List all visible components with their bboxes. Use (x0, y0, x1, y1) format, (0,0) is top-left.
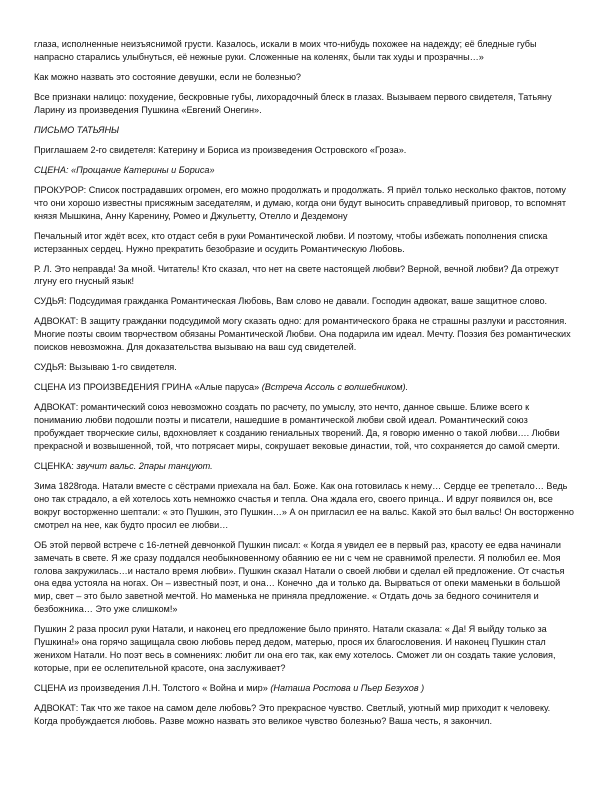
paragraph-eyes-description: глаза, исполненные неизъяснимой грусти. Казалось, искали в моих что-нибудь похожее на надежду; её бледные губы напрасно старались улыбнуться, её нежные руки. Сложенные на коленях, были так худы и прозрачны…» (34, 39, 537, 62)
heading-scene-grin-italic: (Встреча Ассоль с волшебником). (261, 382, 409, 393)
paragraph-judge-1: СУДЬЯ: Подсудимая гражданка Романтическая Любовь, Вам слово не давали. Господин адвокат, ваше защитное слово. (34, 296, 548, 307)
heading-scene-waltz-italic: звучит вальс. 2пары танцуют. (76, 460, 213, 471)
heading-scene-tolstoy-italic: (Наташа Ростова и Пьер Безухов ) (270, 682, 425, 693)
paragraph-sad-outcome: Печальный итог ждёт всех, кто отдаст себя в руки Романтической любви. И поэтому, чтобы избежать пополнения списка истерзанных сердец. Нужно прекратить безобразие и осудить Романтическую Любовь. (34, 230, 548, 254)
heading-scene-grin (34, 381, 574, 394)
paragraph-question: Как можно назвать это состояние девушки, если не болезнью? (34, 71, 302, 82)
paragraph-second-witness: Приглашаем 2-го свидетеля: Катерину и Бориса из произведения Островского «Гроза». (34, 144, 407, 155)
paragraph-first-meeting: ОБ этой первой встрече с 16-летней девчонкой Пушкин писал: « Когда я увидел ее в первый раз, красоту ее едва начинали замечать в свете. Я же сразу поддался необыкновенному обаянию ее ни с чем не сравнимой прелести. Я полюбил ее. Моя голова закружилась…и настало время любви». Пушкин сказал Натали о своей любви и сделал ей предложение. От счастья она едва устояла на ногах. Он – известный поэт, и она… Конечно ,да и только да. Вырваться от опеки маменьки в большой мир, свет – это было заветной мечтой. Но маменька не приняла предложение. « Отдать дочь за бедного сочинителя и безбожника… Это уже слишком!» (34, 539, 565, 615)
paragraph-advocate-2: АДВОКАТ: романтический союз невозможно создать по расчету, по умыслу, это нечто, данное свыше. Ближе всего к пониманию любви подошли поэты и писатели, нашедшие в романтической любви свой идеал. Романтический союз пробуждает творческие силы, вдохновляет к созданию гениальных творений. Да, я говорю именно о такой любви…. Любви прекрасной и возвышенной, той, что потрясает миры, сокрушает вековые династии, той, что сохраняется до самой смерти. (34, 402, 560, 451)
heading-scene-farewell: СЦЕНА: «Прощание Катерины и Бориса» (34, 164, 215, 175)
paragraph-proposal: Пушкин 2 раза просил руки Натали, и наконец его предложение было принято. Натали сказала: « Да! Я выйду только за Пушкина!» она горячо защищала свою любовь перед дедом, матерью, прося их благословения. И наконец Пушкин стал женихом Натали. Но поэт весь в сомнениях: любит ли она его так, как ему хотелось. Сможет ли он создать такие условия, которые, при ее ослепительной красоте, она заслуживает? (34, 624, 556, 673)
heading-scene-grin-lead: СЦЕНА ИЗ ПРОИЗВЕДЕНИЯ ГРИНА «Алые паруса» (34, 382, 262, 393)
paragraph-romantic-love-reply: Р. Л. Это неправда! За мной. Читатель! Кто сказал, что нет на свете настоящей любви? Верной, вечной любви? Да отрежут лгуну его гнусный язык! (34, 263, 559, 287)
heading-scene-waltz-lead: СЦЕНКА: (34, 460, 77, 471)
paragraph-first-witness: Все признаки налицо: похудение, бескровные губы, лихорадочный блеск в глазах. Вызываем первого свидетеля, Татьяну Ларину из произведения Пушкина «Евгений Онегин». (34, 91, 552, 115)
paragraph-prosecutor: ПРОКУРОР: Список пострадавших огромен, его можно продолжать и продолжать. Я приёл только несколько фактов, потому что они хорошо известны присяжным заседателям, и думаю, когда они будут выносить справедливый приговор, то вспомнят князя Мышкина, Анну Каренину, Ромео и Джульетту, Отелло и Дездемону (34, 184, 567, 221)
paragraph-advocate-final: АДВОКАТ: Так что же такое на самом деле любовь? Это прекрасное чувство. Светлый, уютный мир приходит к человеку. Когда пробуждается любовь. Разве можно назвать это великое чувство болезнью? Ваша честь, я закончил. (34, 702, 551, 726)
paragraph-advocate-1: АДВОКАТ: В защиту гражданки подсудимой могу сказать одно: для романтического брака не страшны разлуки и расстояния. Многие поэты своим творчеством обязаны Романтической Любви. Она подарила им идеал. Мечту. Поэзия без романтических поисков невозможна. Для доказательства вызываю на ваш суд свидетелей. (34, 316, 571, 353)
paragraph-winter-1828: Зима 1828года. Натали вместе с сёстрами приехала на бал. Боже. Как она готовилась к нему… Сердце ее трепетало… Ведь оно так страдало, а ей хотелось хоть немножко счастья и тепла. Она ждала его, своего принца.. И вдруг появился он, все вокруг восторженно шептали: « это Пушкин, это Пушкин…» А он пригласил ее на вальс. Какой это был вальс! Он восторженно смотрел на нее, как будто просил ее любви… (34, 480, 574, 530)
heading-scene-tolstoy (34, 682, 574, 695)
heading-tatiana-letter: ПИСЬМО ТАТЬЯНЫ (34, 124, 120, 135)
heading-scene-tolstoy-lead: СЦЕНА из произведения Л.Н. Толстого « Война и мир» (34, 682, 271, 693)
paragraph-judge-2: СУДЬЯ: Вызываю 1-го свидетеля. (34, 362, 177, 373)
heading-scene-waltz (34, 460, 574, 473)
